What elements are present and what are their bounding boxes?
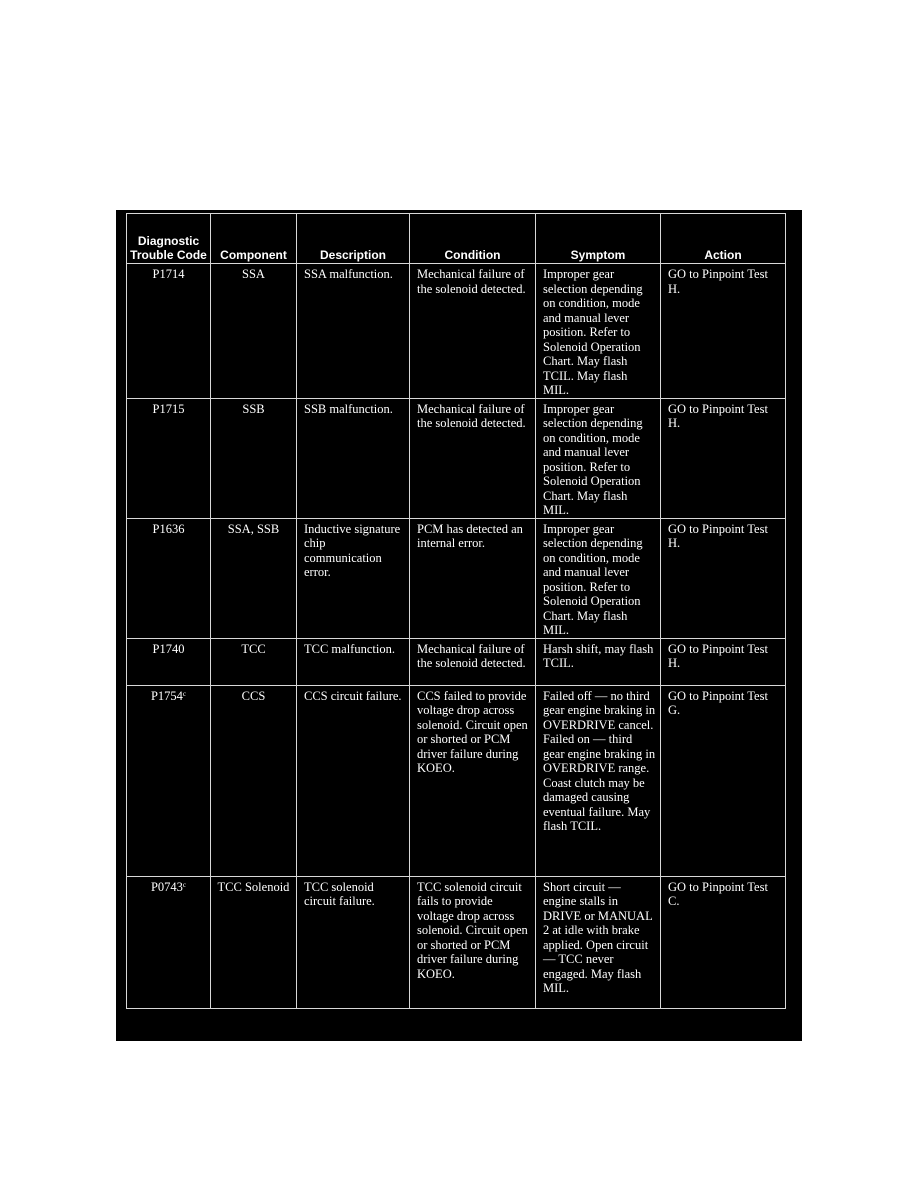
- cell-code: [127, 398, 211, 518]
- cell-code: [127, 264, 211, 399]
- cell-code: [127, 638, 211, 685]
- cell-symptom: Improper gear selection depending on condition, mode and manual lever position. Refer to Solenoid Operation Chart. May flash MIL.: [536, 398, 661, 518]
- cell-action: GO to Pinpoint Test H.: [661, 638, 786, 685]
- header-action: Action: [661, 214, 786, 264]
- cell-component: CCS: [211, 685, 297, 876]
- table-row: [127, 518, 786, 638]
- cell-condition: Mechanical failure of the solenoid detected.: [410, 264, 536, 399]
- cell-description: CCS circuit failure.: [297, 685, 410, 876]
- code-text: P1714: [152, 267, 185, 281]
- cell-component: TCC: [211, 638, 297, 685]
- cell-description: SSB malfunction.: [297, 398, 410, 518]
- table-header-row: [127, 214, 786, 264]
- cell-component: SSB: [211, 398, 297, 518]
- cell-action: GO to Pinpoint Test G.: [661, 685, 786, 876]
- cell-description: TCC malfunction.: [297, 638, 410, 685]
- cell-action: GO to Pinpoint Test C.: [661, 876, 786, 1008]
- cell-description: Inductive signature chip communication error.: [297, 518, 410, 638]
- footnote-mark: c: [182, 880, 187, 889]
- header-description: Description: [297, 214, 410, 264]
- footnote-mark: c: [182, 689, 187, 698]
- cell-description: SSA malfunction.: [297, 264, 410, 399]
- cell-symptom: Harsh shift, may flash TCIL.: [536, 638, 661, 685]
- code-text: P1740: [152, 641, 185, 656]
- cell-component: TCC Solenoid: [211, 876, 297, 1008]
- cell-condition: TCC solenoid circuit fails to provide voltage drop across solenoid. Circuit open or shorted or PCM driver failure during KOEO.: [410, 876, 536, 1008]
- code-text: P1636: [152, 521, 185, 536]
- header-symptom: Symptom: [536, 214, 661, 264]
- cell-symptom: Improper gear selection depending on condition, mode and manual lever position. Refer to Solenoid Operation Chart. May flash MIL.: [536, 518, 661, 638]
- header-code: Diagnostic Trouble Code: [127, 214, 211, 264]
- code-text: P1715: [152, 401, 185, 416]
- cell-symptom: Failed off — no third gear engine braking in OVERDRIVE cancel. Failed on — third gear engine braking in OVERDRIVE range. Coast clutch may be damaged causing eventual failure. May flash TCIL.: [536, 685, 661, 876]
- cell-condition: PCM has detected an internal error.: [410, 518, 536, 638]
- cell-component: SSA, SSB: [211, 518, 297, 638]
- cell-code: [127, 685, 211, 876]
- cell-action: GO to Pinpoint Test H.: [661, 398, 786, 518]
- table-row: [127, 398, 786, 518]
- table-row: [127, 685, 786, 876]
- cell-condition: Mechanical failure of the solenoid detected.: [410, 398, 536, 518]
- cell-symptom: Improper gear selection depending on condition, mode and manual lever position. Refer to Solenoid Operation Chart. May flash TCIL. May flash MIL.: [536, 264, 661, 399]
- code-text: P1754: [150, 688, 183, 703]
- cell-action: GO to Pinpoint Test H.: [661, 264, 786, 399]
- cell-symptom: Short circuit — engine stalls in DRIVE or MANUAL 2 at idle with brake applied. Open circuit — TCC never engaged. May flash MIL.: [536, 876, 661, 1008]
- cell-condition: CCS failed to provide voltage drop across solenoid. Circuit open or shorted or PCM driver failure during KOEO.: [410, 685, 536, 876]
- dtc-table: [126, 213, 786, 1009]
- table-row: [127, 876, 786, 1008]
- table-row: [127, 264, 786, 399]
- cell-component: SSA: [211, 264, 297, 399]
- cell-code: [127, 518, 211, 638]
- header-component: Component: [211, 214, 297, 264]
- table-row: [127, 638, 786, 685]
- cell-condition: Mechanical failure of the solenoid detected.: [410, 638, 536, 685]
- cell-code: [127, 876, 211, 1008]
- code-text: P0743: [150, 879, 183, 894]
- cell-action: GO to Pinpoint Test H.: [661, 518, 786, 638]
- header-condition: Condition: [410, 214, 536, 264]
- cell-description: TCC solenoid circuit failure.: [297, 876, 410, 1008]
